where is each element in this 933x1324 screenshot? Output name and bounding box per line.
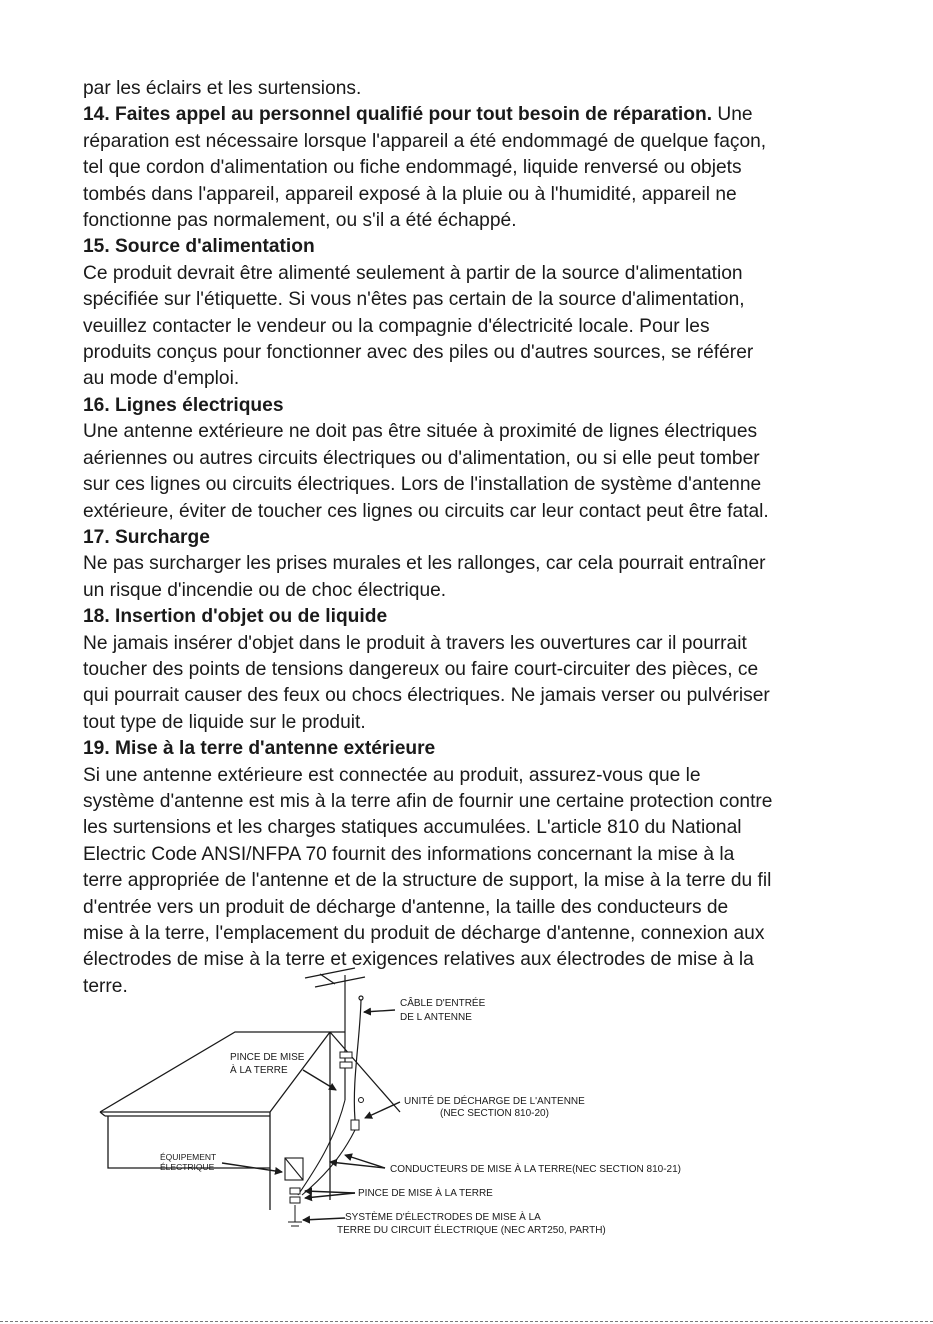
text-line: un risque d'incendie ou de choc électrique. xyxy=(83,579,447,601)
section-16-heading: 16. Lignes électriques xyxy=(83,394,284,416)
section-19-heading: 19. Mise à la terre d'antenne extérieure xyxy=(83,738,436,760)
text-line: Si une antenne extérieure est connectée au produit, assurez-vous que le xyxy=(83,764,701,786)
label-electrode-system: SYSTÈME D'ÉLECTRODES DE MISE À LA xyxy=(345,1212,541,1223)
text-line: par les éclairs et les surtensions. xyxy=(83,78,362,99)
label-discharge-unit: (NEC SECTION 810-20) xyxy=(440,1108,549,1119)
text-line: aériennes ou autres circuits électriques ou d'alimentation, ou si elle peut tomber xyxy=(83,447,760,469)
text-line: mise à la terre, l'emplacement du produit de décharge d'antenne, connexion aux xyxy=(83,923,765,944)
discharge-unit-icon xyxy=(351,1098,364,1131)
text-line: produits conçus pour fonctionner avec des piles ou d'autres sources, se référer xyxy=(83,342,754,364)
text-line: Ne jamais insérer d'objet dans le produit à travers les ouvertures car il pourrait xyxy=(83,632,747,654)
label-ground-clamps: PINCE DE MISE À LA TERRE xyxy=(358,1188,493,1199)
text-line: les surtensions et les charges statiques accumulées. L'article 810 du National xyxy=(83,817,742,839)
text-line: sur ces lignes ou circuits électriques. Lors de l'installation de système d'antenne xyxy=(83,474,762,496)
text-line: Electric Code ANSI/NFPA 70 fournit des informations concernant la mise à la xyxy=(83,843,735,865)
text-line: tombés dans l'appareil, appareil exposé à la pluie ou à l'humidité, appareil ne xyxy=(83,183,737,205)
text-line: fonctionne pas normalement, ou s'il a été échappé. xyxy=(83,210,517,232)
text-line: veuillez contacter le vendeur ou la compagnie d'électricité locale. Pour les xyxy=(83,315,710,337)
section-14-heading: 14. Faites appel au personnel qualifié pour tout besoin de réparation. xyxy=(83,104,713,126)
text-line: spécifiée sur l'étiquette. Si vous n'êtes pas certain de la source d'alimentation, xyxy=(83,289,745,311)
text-line: au mode d'emploi. xyxy=(83,368,240,390)
mast-clamp-icon xyxy=(340,1052,352,1068)
text-fragment: Une xyxy=(712,104,753,126)
service-equipment-icon xyxy=(285,1158,303,1180)
label-ground-clamp-mast: PINCE DE MISE xyxy=(230,1052,305,1063)
label-grounding-conductors: CONDUCTEURS DE MISE À LA TERRE(NEC SECTION 810-21) xyxy=(390,1164,681,1175)
text-line: électrodes de mise à la terre et exigences relatives aux électrodes de mise à la xyxy=(83,949,754,971)
section-14-line xyxy=(83,102,863,128)
text-line: Ce produit devrait être alimenté seulement à partir de la source d'alimentation xyxy=(83,262,743,284)
text-line: tout type de liquide sur le produit. xyxy=(83,711,366,733)
manual-text xyxy=(83,76,863,1000)
antenna-icon xyxy=(305,968,365,1120)
antenna-grounding-diagram xyxy=(0,960,933,1260)
label-lead-in-wire: DE L ANTENNE xyxy=(400,1012,472,1023)
text-line: extérieure, éviter de toucher ces lignes ou circuits car leur contact peut être fatal. xyxy=(83,500,769,522)
label-discharge-unit: UNITÉ DE DÉCHARGE DE L'ANTENNE xyxy=(404,1096,585,1107)
text-line: d'entrée vers un produit de décharge d'antenne, la taille des conducteurs de xyxy=(83,896,729,918)
text-line: qui pourrait causer des feux ou chocs électriques. Ne jamais verser ou pulvériser xyxy=(83,685,770,707)
label-electrical-equipment: ÉQUIPEMENT xyxy=(160,1152,217,1162)
text-line: terre appropriée de l'antenne et de la structure de support, la mise à la terre du fil xyxy=(83,870,772,892)
section-18-heading: 18. Insertion d'objet ou de liquide xyxy=(83,606,388,628)
text-line: tel que cordon d'alimentation ou fiche endommagé, liquide renversé ou objets xyxy=(83,157,742,179)
text-line: réparation est nécessaire lorsque l'appareil a été endommagé de quelque façon, xyxy=(83,130,767,152)
label-ground-clamp-mast: À LA TERRE xyxy=(230,1065,288,1076)
page-bottom-border xyxy=(0,1321,933,1322)
text-line: terre. xyxy=(83,975,128,997)
label-lead-in-wire: CÂBLE D'ENTRÉE xyxy=(400,998,486,1009)
ground-conductor-lines xyxy=(298,1100,355,1195)
label-electrode-system: TERRE DU CIRCUIT ÉLECTRIQUE (NEC ART250, PARTH) xyxy=(337,1225,606,1236)
label-electrical-equipment: ÉLECTRIQUE xyxy=(160,1162,215,1172)
ground-clamp-icon xyxy=(288,1188,302,1226)
text-line: Une antenne extérieure ne doit pas être située à proximité de lignes électriques xyxy=(83,421,758,443)
text-line: système d'antenne est mis à la terre afin de fournir une certaine protection contre xyxy=(83,790,773,812)
section-15-heading: 15. Source d'alimentation xyxy=(83,236,315,258)
section-17-heading: 17. Surcharge xyxy=(83,526,210,548)
text-line: Ne pas surcharger les prises murales et les rallonges, car cela pourrait entraîner xyxy=(83,553,766,575)
text-line: toucher des points de tensions dangereux ou faire court-circuiter des pièces, ce xyxy=(83,658,759,680)
